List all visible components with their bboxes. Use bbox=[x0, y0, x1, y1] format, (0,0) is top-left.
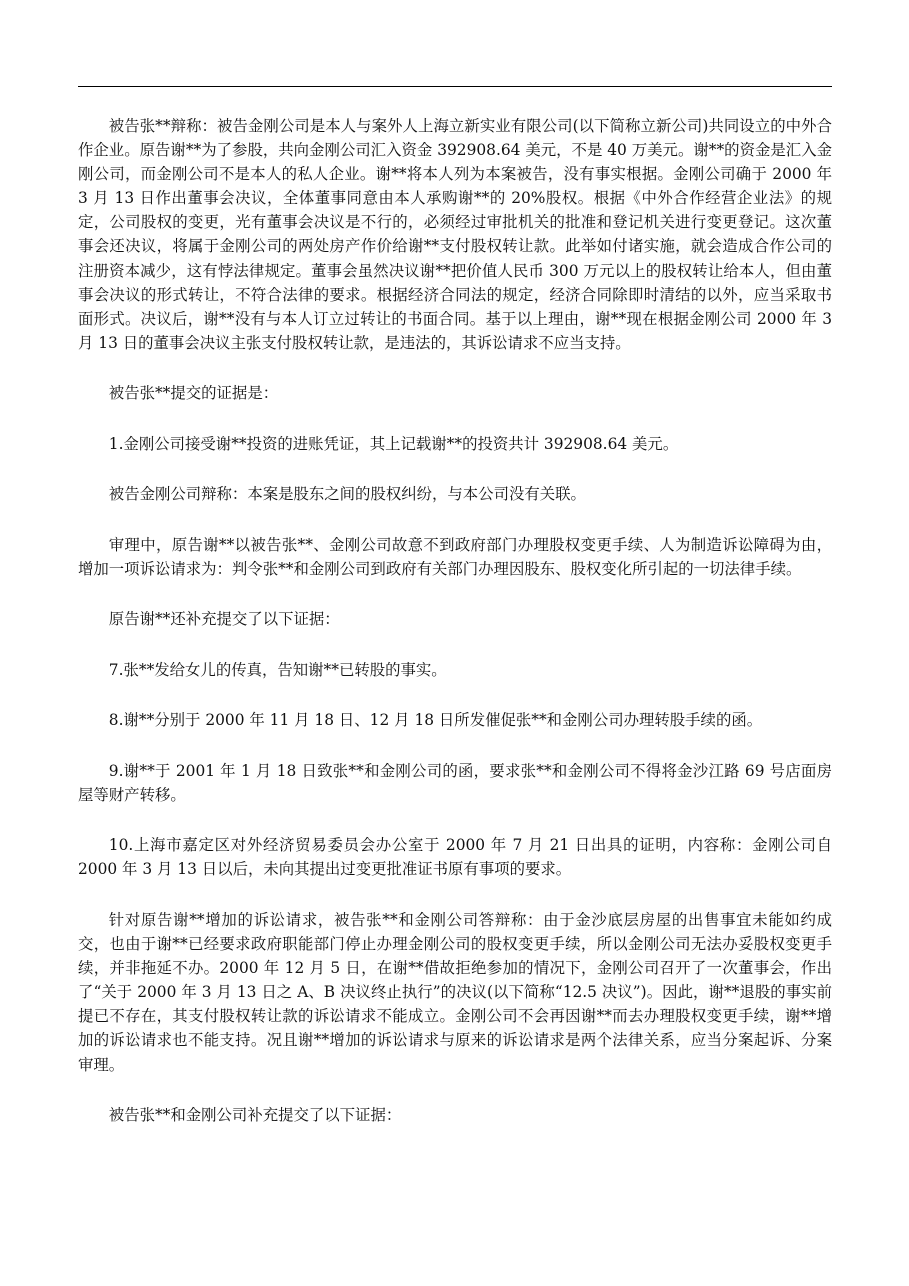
evidence-item-8: 8.谢**分别于 2000 年 11 月 18 日、12 月 18 日所发催促张**和金刚公司办理转股手续的函。 bbox=[108, 711, 763, 730]
defense-response-added-claim: 针对原告谢**增加的诉讼请求，被告张**和金刚公司答辩称：由于金沙底层房屋的出售事宜未能如约成交，也由于谢**已经要求政府职能部门停止办理金刚公司的股权变更手续，所以金刚公司无法办妥股权变更手续，并非拖延不办。2000 年 12 月 5 日，在谢**借故拒绝参加的情况下，金刚公司召开了一次董事会，作出了“关于 2000 年 3 月 13 日之 A、B 决议终止执行”的决议(以下简称“12.5 决议”)。因此，谢**退股的事实前提已不存在，其支付股权转让款的诉讼请求不能成立。金刚公司不会再因谢**而去办理股权变更手续，谢**增加的诉讼请求也不能支持。况且谢**增加的诉讼请求与原来的诉讼请求是两个法律关系，应当分案起诉、分案审理。 bbox=[78, 910, 832, 1074]
document-body bbox=[78, 114, 832, 1127]
evidence-item-1: 1.金刚公司接受谢**投资的进账凭证，其上记载谢**的投资共计 392908.64 美元。 bbox=[108, 434, 679, 453]
defense-statement-jingang: 被告金刚公司辩称：本案是股东之间的股权纠纷，与本公司没有关联。 bbox=[108, 485, 586, 504]
trial-added-claim: 审理中，原告谢**以被告张**、金刚公司故意不到政府部门办理股权变更手续、人为制造诉讼障碍为由，增加一项诉讼请求为：判令张**和金刚公司到政府有关部门办理因股东、股权变化所引起的一切法律手续。 bbox=[78, 535, 832, 578]
defense-statement-zhang: 被告张**辩称：被告金刚公司是本人与案外人上海立新实业有限公司(以下简称立新公司)共同设立的中外合作企业。原告谢**为了参股，共向金刚公司汇入资金 392908.64 美元，不是 40 万美元。谢**的资金是汇入金刚公司，而金刚公司不是本人的私人企业。谢**将本人列为本案被告，没有事实根据。金刚公司确于 2000 年 3 月 13 日作出董事会决议，全体董事同意由本人承购谢**的 20%股权。根据《中外合作经营企业法》的规定，公司股权的变更，光有董事会决议是不行的，必须经过审批机关的批准和登记机关进行变更登记。这次董事会还决议，将属于金刚公司的两处房产作价给谢**支付股权转让款。此举如付诸实施，就会造成合作公司的注册资本减少，这有悖法律规定。董事会虽然决议谢**把价值人民币 300 万元以上的股权转让给本人，但由董事会决议的形式转让，不符合法律的要求。根据经济合同法的规定，经济合同除即时清结的以外，应当采取书面形式。决议后，谢**没有与本人订立过转让的书面合同。基于以上理由，谢**现在根据金刚公司 2000 年 3 月 13 日的董事会决议主张支付股权转让款，是违法的，其诉讼请求不应当支持。 bbox=[78, 117, 832, 352]
evidence-item-10: 10.上海市嘉定区对外经济贸易委员会办公室于 2000 年 7 月 21 日出具的证明，内容称：金刚公司自 2000 年 3 月 13 日以后，未向其提出过变更批准证书原有事项的要求。 bbox=[78, 836, 832, 879]
header-rule bbox=[78, 86, 832, 87]
defendant-evidence-heading: 被告张**和金刚公司补充提交了以下证据： bbox=[108, 1106, 402, 1125]
evidence-item-7: 7.张**发给女儿的传真，告知谢**已转股的事实。 bbox=[108, 660, 447, 679]
plaintiff-evidence-heading: 原告谢**还补充提交了以下证据： bbox=[108, 610, 340, 629]
evidence-item-9: 9.谢**于 2001 年 1 月 18 日致张**和金刚公司的函，要求张**和金刚公司不得将金沙江路 69 号店面房屋等财产转移。 bbox=[78, 761, 832, 804]
zhang-evidence-heading: 被告张**提交的证据是： bbox=[108, 384, 279, 403]
